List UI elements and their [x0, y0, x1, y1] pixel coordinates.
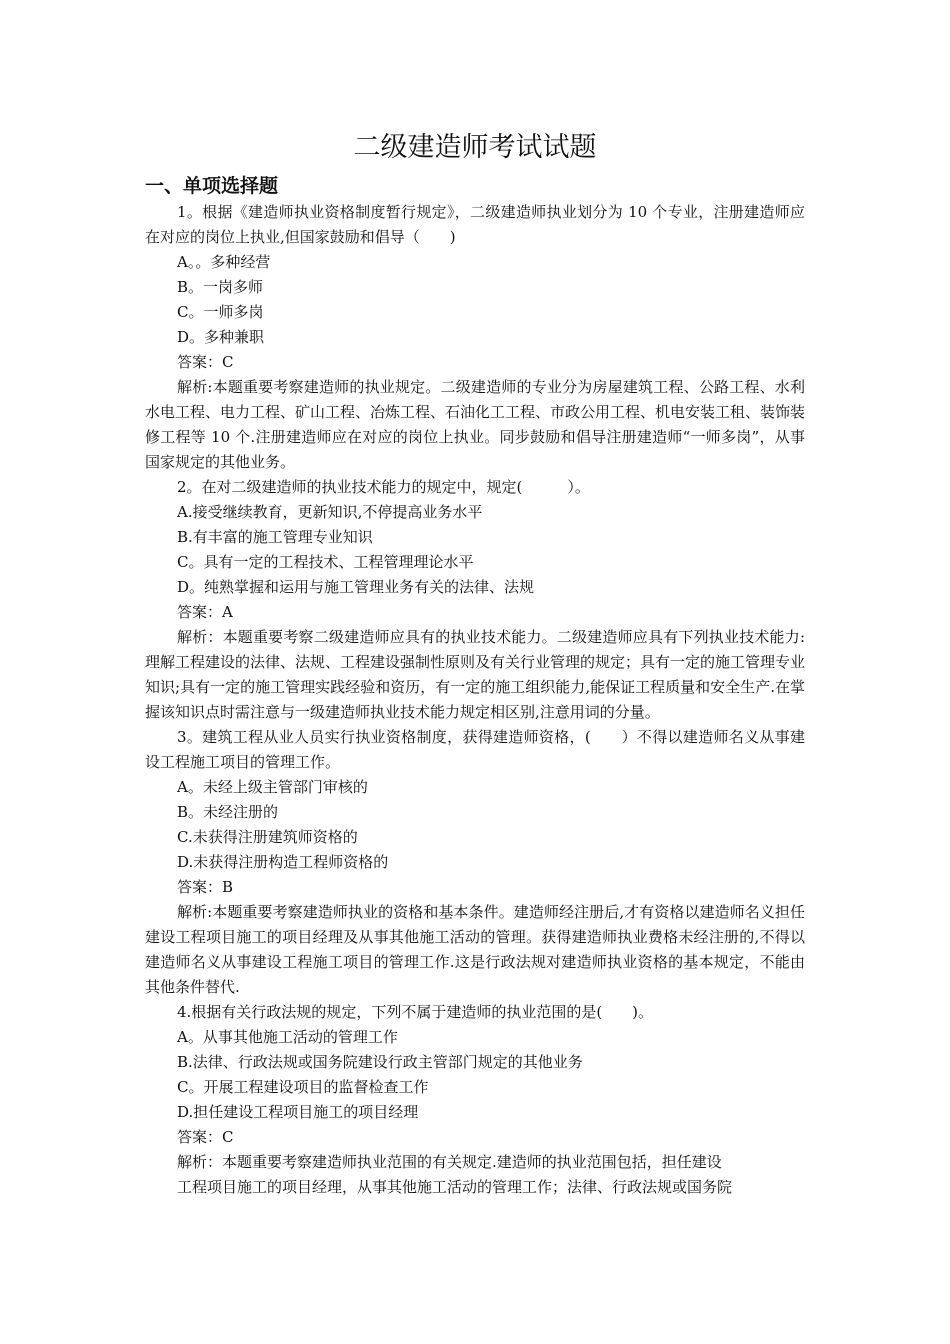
- question-3-option-c: C.未获得注册建筑师资格的: [177, 828, 358, 846]
- question-2-option-b: B.有丰富的施工管理专业知识: [177, 528, 373, 546]
- question-2-answer: 答案：A: [177, 603, 233, 621]
- question-1-option-d: D。多种兼职: [177, 328, 265, 346]
- question-3-option-a: A。未经上级主管部门审核的: [177, 778, 368, 796]
- question-2-option-a: A.接受继续教育，更新知识,不停提高业务水平: [177, 503, 483, 521]
- document-title: 二级建造师考试试题: [353, 132, 597, 163]
- question-3-analysis: 解析:本题重要考察建造师执业的资格和基本条件。建造师经注册后,才有资格以建造师名义担任建设工程项目施工的项目经理及从事其他施工活动的管理。获得建造师执业费格未经注册的,不得以建造师名义从事建设工程施工项目的管理工作.这是行政法规对建造师执业资格的基本规定，不能由其他条件替代.: [145, 903, 805, 996]
- question-1-answer: 答案：C: [177, 353, 234, 371]
- question-2-option-d: D。纯熟掌握和运用与施工管理业务有关的法律、法规: [177, 578, 535, 596]
- question-4-option-b: B.法律、行政法规或国务院建设行政主管部门规定的其他业务: [177, 1053, 583, 1071]
- question-1-stem: 1。根据《建造师执业资格制度暂行规定》，二级建造师执业划分为 10 个专业，注册建造师应在对应的岗位上执业,但国家鼓励和倡导（ ): [145, 203, 805, 246]
- question-1-option-a: A。。多种经营: [177, 253, 271, 271]
- question-1-option-c: C。一师多岗: [177, 303, 264, 321]
- question-2-analysis: 解析：本题重要考察二级建造师应具有的执业技术能力。二级建造师应具有下列执业技术能力:理解工程建设的法律、法规、工程建设强制性原则及有关行业管理的规定；具有一定的施工管理专业知识;具有一定的施工管理实践经验和资历，有一定的施工组织能力,能保证工程质量和安全生产.在掌握该知识点时需注意与一级建造师执业技术能力规定相区别,注意用词的分量。: [145, 628, 806, 721]
- question-4-analysis-line-1: 解析：本题重要考察建造师执业范围的有关规定.建造师的执业范围包括，担任建设: [177, 1153, 722, 1171]
- question-3-stem: 3。建筑工程从业人员实行执业资格制度，获得建造师资格，( ）不得以建造师名义从事建设工程施工项目的管理工作。: [145, 728, 805, 771]
- question-4-analysis-line-2: 工程项目施工的项目经理，从事其他施工活动的管理工作；法律、行政法规或国务院: [177, 1178, 733, 1196]
- question-4-answer: 答案：C: [177, 1128, 234, 1146]
- question-3-answer: 答案：B: [177, 878, 234, 896]
- question-3-option-b: B。未经注册的: [177, 803, 279, 821]
- question-2-stem: 2。在对二级建造师的执业技术能力的规定中，规定( ）。: [177, 478, 590, 496]
- question-4-option-d: D.担任建设工程项目施工的项目经理: [177, 1103, 419, 1121]
- question-1-option-b: B。一岗多师: [177, 278, 264, 296]
- document-body: [145, 200, 805, 1200]
- question-4-stem: 4.根据有关行政法规的规定，下列不属于建造师的执业范围的是( )。: [177, 1003, 654, 1021]
- question-2-option-c: C。具有一定的工程技术、工程管理理论水平: [177, 553, 474, 571]
- question-3-option-d: D.未获得注册构造工程师资格的: [177, 853, 389, 871]
- question-4-option-a: A。从事其他施工活动的管理工作: [177, 1028, 398, 1046]
- question-4-option-c: C。开展工程建设项目的监督检查工作: [177, 1078, 429, 1096]
- question-1-analysis: 解析:本题重要考察建造师的执业规定。二级建造师的专业分为房屋建筑工程、公路工程、水利水电工程、电力工程、矿山工程、冶炼工程、石油化工工程、市政公用工程、机电安装工租、装饰装修工程等 10 个.注册建造师应在对应的岗位上执业。同步鼓励和倡导注册建造师“一师多岗”，从事国家规定的其他业务。: [145, 378, 806, 471]
- section-heading: 一、单项选择题: [145, 175, 279, 197]
